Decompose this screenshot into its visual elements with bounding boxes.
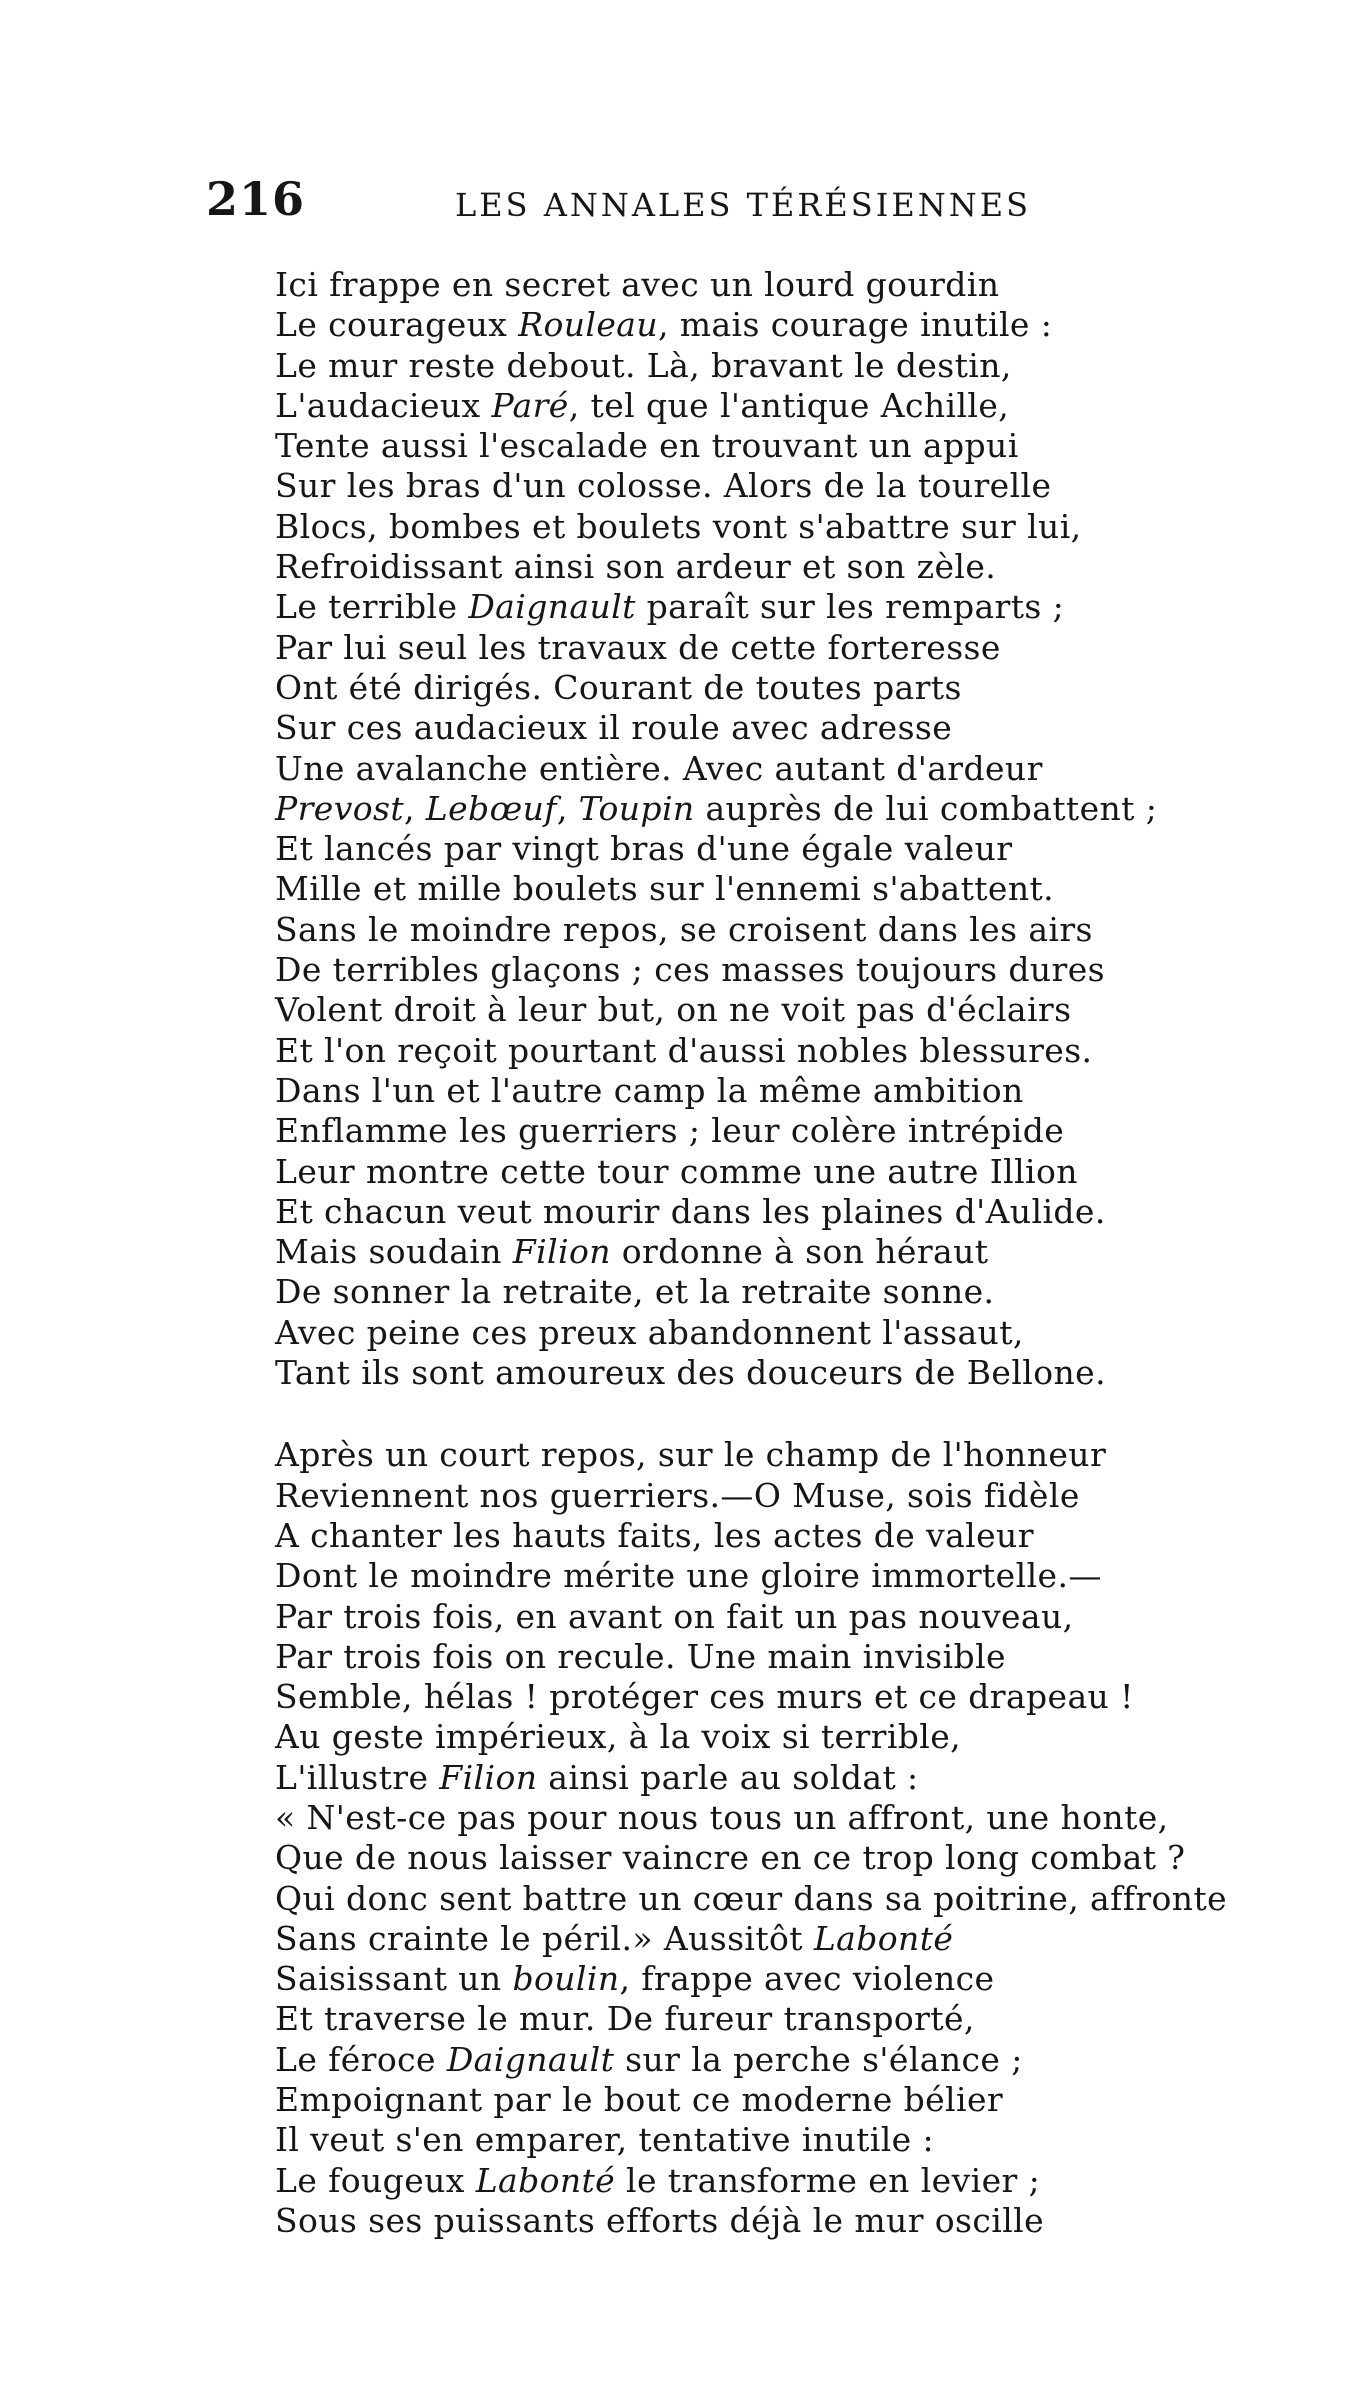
verse-line <box>275 1031 1315 1071</box>
verse-text: De sonner la retraite, et la retraite sonne. <box>275 1272 995 1312</box>
verse-line <box>275 386 1315 426</box>
page-number: 216 <box>206 172 306 226</box>
verse-line <box>275 869 1315 909</box>
verse-text: Mais soudain <box>275 1232 513 1272</box>
verse-line <box>275 1959 1315 1999</box>
verse-text: L'audacieux <box>275 385 492 425</box>
verse-text: Le mur reste debout. Là, bravant le destin, <box>275 345 1012 385</box>
verse-line <box>275 547 1315 587</box>
italic-name: Rouleau <box>518 305 658 345</box>
verse-text: Le fougeux <box>275 2160 476 2200</box>
verse-text: Semble, hélas ! protéger ces murs et ce drapeau ! <box>275 1677 1134 1717</box>
verse-line <box>275 2080 1315 2120</box>
verse-line <box>275 2201 1315 2241</box>
verse-line <box>275 1111 1315 1151</box>
verse-text: paraît sur les remparts ; <box>635 587 1065 627</box>
verse-text: Empoignant par le bout ce moderne bélier <box>275 2080 1004 2120</box>
verse-line <box>275 1272 1315 1312</box>
verse-text: Le courageux <box>275 305 519 345</box>
verse-text: Par lui seul les travaux de cette forteresse <box>275 627 1001 667</box>
verse-text: Par trois fois, en avant on fait un pas nouveau, <box>275 1596 1074 1636</box>
page-header <box>0 172 1365 232</box>
verse-line <box>275 749 1315 789</box>
verse-line <box>275 628 1315 668</box>
verse-line <box>275 1999 1315 2039</box>
verse-text: « N'est-ce pas pour nous tous un affront, une honte, <box>275 1797 1169 1837</box>
verse-text: Après un court repos, sur le champ de l'honneur <box>275 1435 1107 1475</box>
verse-line <box>275 789 1315 829</box>
verse-line <box>275 1071 1315 1111</box>
italic-name: Toupin <box>578 788 695 828</box>
verse-line <box>275 1556 1315 1596</box>
verse-line <box>275 829 1315 869</box>
verse-text: Blocs, bombes et boulets vont s'abattre sur lui, <box>275 506 1082 546</box>
verse-text: A chanter les hauts faits, les actes de valeur <box>275 1515 1034 1555</box>
verse-line <box>275 1838 1315 1878</box>
verse-text: le transforme en levier ; <box>615 2160 1041 2200</box>
verse-line <box>275 1435 1315 1475</box>
verse-text: , <box>404 788 426 828</box>
verse-text: Qui donc sent battre un cœur dans sa poitrine, affronte <box>275 1878 1228 1918</box>
verse-line <box>275 1232 1315 1272</box>
verse-text: Le féroce <box>275 2039 447 2079</box>
verse-line <box>275 668 1315 708</box>
verse-text: Dans l'un et l'autre camp la même ambition <box>275 1070 1024 1110</box>
verse-line <box>275 1717 1315 1757</box>
verse-text: Sur ces audacieux il roule avec adresse <box>275 708 953 748</box>
verse-text: , <box>556 788 579 828</box>
verse-line <box>275 1516 1315 1556</box>
verse-line <box>275 466 1315 506</box>
verse-line <box>275 346 1315 386</box>
verse-text: Sans le moindre repos, se croisent dans les airs <box>275 909 1093 949</box>
verse-line <box>275 507 1315 547</box>
italic-name: Daignault <box>468 587 636 627</box>
verse-text: Volent droit à leur but, on ne voit pas d'éclairs <box>275 990 1072 1030</box>
verse-text: Leur montre cette tour comme une autre Illion <box>275 1151 1078 1191</box>
verse-text: Tant ils sont amoureux des douceurs de Bellone. <box>275 1353 1106 1393</box>
verse-line <box>275 2120 1315 2160</box>
verse-line <box>275 1637 1315 1677</box>
verse-line <box>275 1152 1315 1192</box>
stanza <box>275 1435 1315 2241</box>
verse-text: Le terrible <box>275 587 469 627</box>
verse-text: Une avalanche entière. Avec autant d'ardeur <box>275 748 1043 788</box>
italic-name: Lebœuf <box>425 788 557 828</box>
verse-text: Avec peine ces preux abandonnent l'assaut, <box>275 1312 1024 1352</box>
verse-text: , tel que l'antique Achille, <box>568 385 1010 425</box>
verse-text: Par trois fois on recule. Une main invisible <box>275 1636 1006 1676</box>
verse-text: Sans crainte le péril.» Aussitôt <box>275 1918 814 1958</box>
verse-text: Au geste impérieux, à la voix si terrible, <box>275 1717 962 1757</box>
verse-text: Dont le moindre mérite une gloire immortelle.— <box>275 1556 1102 1596</box>
verse-text: ordonne à son héraut <box>610 1232 989 1272</box>
poem-body <box>275 265 1315 2241</box>
verse-text: Saisissant un <box>275 1959 513 1999</box>
verse-line <box>275 1597 1315 1637</box>
verse-text: sur la perche s'élance ; <box>614 2039 1023 2079</box>
verse-line <box>275 950 1315 990</box>
verse-text: Sous ses puissants efforts déjà le mur oscille <box>275 2200 1045 2240</box>
verse-text: Ont été dirigés. Courant de toutes parts <box>275 667 962 707</box>
verse-text: Et traverse le mur. De fureur transporté, <box>275 1999 975 2039</box>
verse-text: Mille et mille boulets sur l'ennemi s'abattent. <box>275 869 1055 909</box>
verse-line <box>275 426 1315 466</box>
verse-line <box>275 1192 1315 1232</box>
verse-line <box>275 587 1315 627</box>
italic-name: boulin <box>512 1959 620 1999</box>
verse-text: Il veut s'en emparer, tentative inutile : <box>275 2120 935 2160</box>
verse-line <box>275 1677 1315 1717</box>
verse-text: ainsi parle au soldat : <box>537 1757 919 1797</box>
verse-text: Ici frappe en secret avec un lourd gourdin <box>275 265 1000 304</box>
verse-text: L'illustre <box>275 1757 440 1797</box>
verse-text: Et l'on reçoit pourtant d'aussi nobles blessures. <box>275 1030 1093 1070</box>
verse-line <box>275 1353 1315 1393</box>
verse-line <box>275 1758 1315 1798</box>
verse-text: Et chacun veut mourir dans les plaines d'Aulide. <box>275 1191 1106 1231</box>
verse-text: , mais courage inutile : <box>657 305 1053 345</box>
verse-text: auprès de lui combattent ; <box>694 788 1158 828</box>
verse-line <box>275 1313 1315 1353</box>
running-title: LES ANNALES TÉRÉSIENNES <box>455 186 1031 224</box>
verse-text: Tente aussi l'escalade en trouvant un appui <box>275 426 1019 466</box>
verse-line <box>275 1798 1315 1838</box>
verse-text: Et lancés par vingt bras d'une égale valeur <box>275 829 1013 869</box>
italic-name: Filion <box>439 1757 538 1797</box>
verse-text: Reviennent nos guerriers.—O Muse, sois fidèle <box>275 1475 1080 1515</box>
verse-line <box>275 305 1315 345</box>
verse-text: Sur les bras d'un colosse. Alors de la tourelle <box>275 466 1052 506</box>
verse-line <box>275 708 1315 748</box>
italic-name: Labonté <box>475 2160 616 2200</box>
verse-line <box>275 265 1315 305</box>
verse-line <box>275 2161 1315 2201</box>
verse-text: Refroidissant ainsi son ardeur et son zèle. <box>275 547 997 587</box>
verse-line <box>275 2040 1315 2080</box>
verse-line <box>275 1919 1315 1959</box>
italic-name: Labonté <box>813 1918 954 1958</box>
stanza <box>275 265 1315 1393</box>
italic-name: Prevost <box>275 788 405 828</box>
verse-line <box>275 1879 1315 1919</box>
verse-text: Que de nous laisser vaincre en ce trop long combat ? <box>275 1838 1186 1878</box>
italic-name: Filion <box>512 1232 611 1272</box>
verse-text: De terribles glaçons ; ces masses toujours dures <box>275 950 1105 990</box>
verse-line <box>275 1476 1315 1516</box>
verse-text: Enflamme les guerriers ; leur colère intrépide <box>275 1111 1065 1151</box>
verse-line <box>275 990 1315 1030</box>
italic-name: Daignault <box>446 2039 615 2079</box>
italic-name: Paré <box>491 385 569 425</box>
verse-text: , frappe avec violence <box>619 1959 995 1999</box>
verse-line <box>275 910 1315 950</box>
